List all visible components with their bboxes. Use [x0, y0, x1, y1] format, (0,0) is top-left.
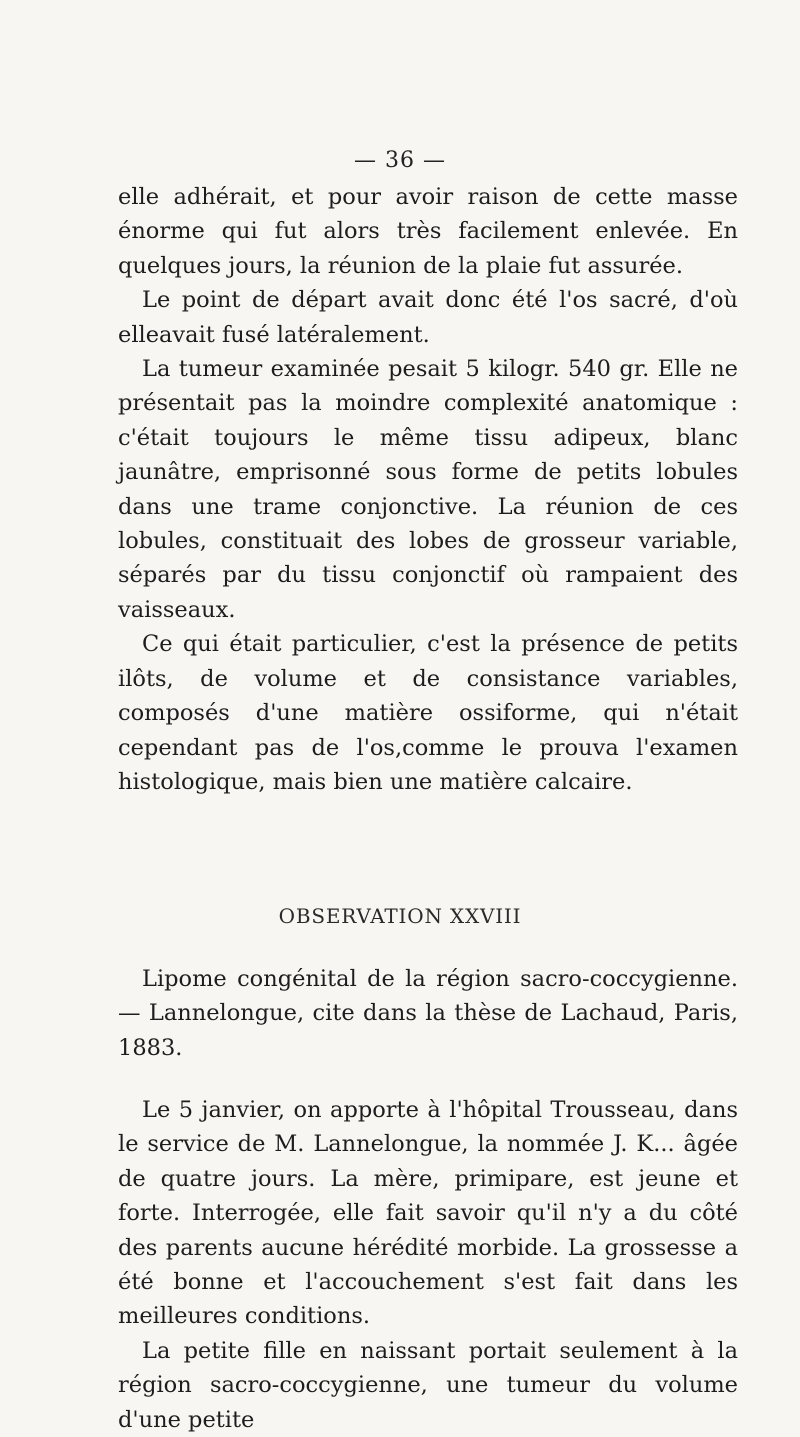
body-text-bottom	[118, 1093, 738, 1437]
paragraph: Le point de départ avait donc été l'os sacré, d'où elleavait fusé latéralement.	[118, 287, 738, 348]
paragraph: Le 5 janvier, on apporte à l'hôpital Trousseau, dans le service de M. Lannelongue, la nommée J. K... âgée de quatre jours. La mère, primipare, est jeune et forte. Interrogée, elle fait savoir qu'il n'y a du côté des parents aucune hérédité morbide. La grossesse a été bonne et l'accouchement s'est fait dans les meilleures conditions.	[118, 1097, 738, 1330]
citation-block	[118, 962, 738, 1065]
paragraph: La petite fille en naissant portait seulement à la région sacro-coccygienne, une tumeur du volume d'une petite	[118, 1337, 738, 1433]
page-number: — 36 —	[354, 148, 446, 173]
paragraph: La tumeur examinée pesait 5 kilogr. 540 gr. Elle ne présentait pas la moindre complexité anatomique : c'était toujours le même tissu adipeux, blanc jaunâtre, emprisonné sous forme de petits lobules dans une trame conjonctive. La réunion de ces lobules, constituait des lobes de grosseur variable, séparés par du tissu conjonctif où rampaient des vaisseaux.	[118, 356, 738, 623]
paragraph: elle adhérait, et pour avoir raison de cette masse énorme qui fut alors très facilement enlevée. En quelques jours, la réunion de la plaie fut assurée.	[118, 184, 738, 279]
body-text-top	[118, 180, 738, 799]
paragraph: Ce qui était particulier, c'est la présence de petits ilôts, de volume et de consistance variables, composés d'une matière ossiforme, qui n'était cependant pas de l'os,comme le prouva l'examen histologique, mais bien une matière calcaire.	[118, 631, 738, 795]
citation: Lipome congénital de la région sacro-coccygienne. — Lannelongue, cite dans la thèse de Lachaud, Paris, 1883.	[118, 966, 738, 1061]
observation-heading: OBSERVATION XXVIII	[278, 904, 522, 928]
